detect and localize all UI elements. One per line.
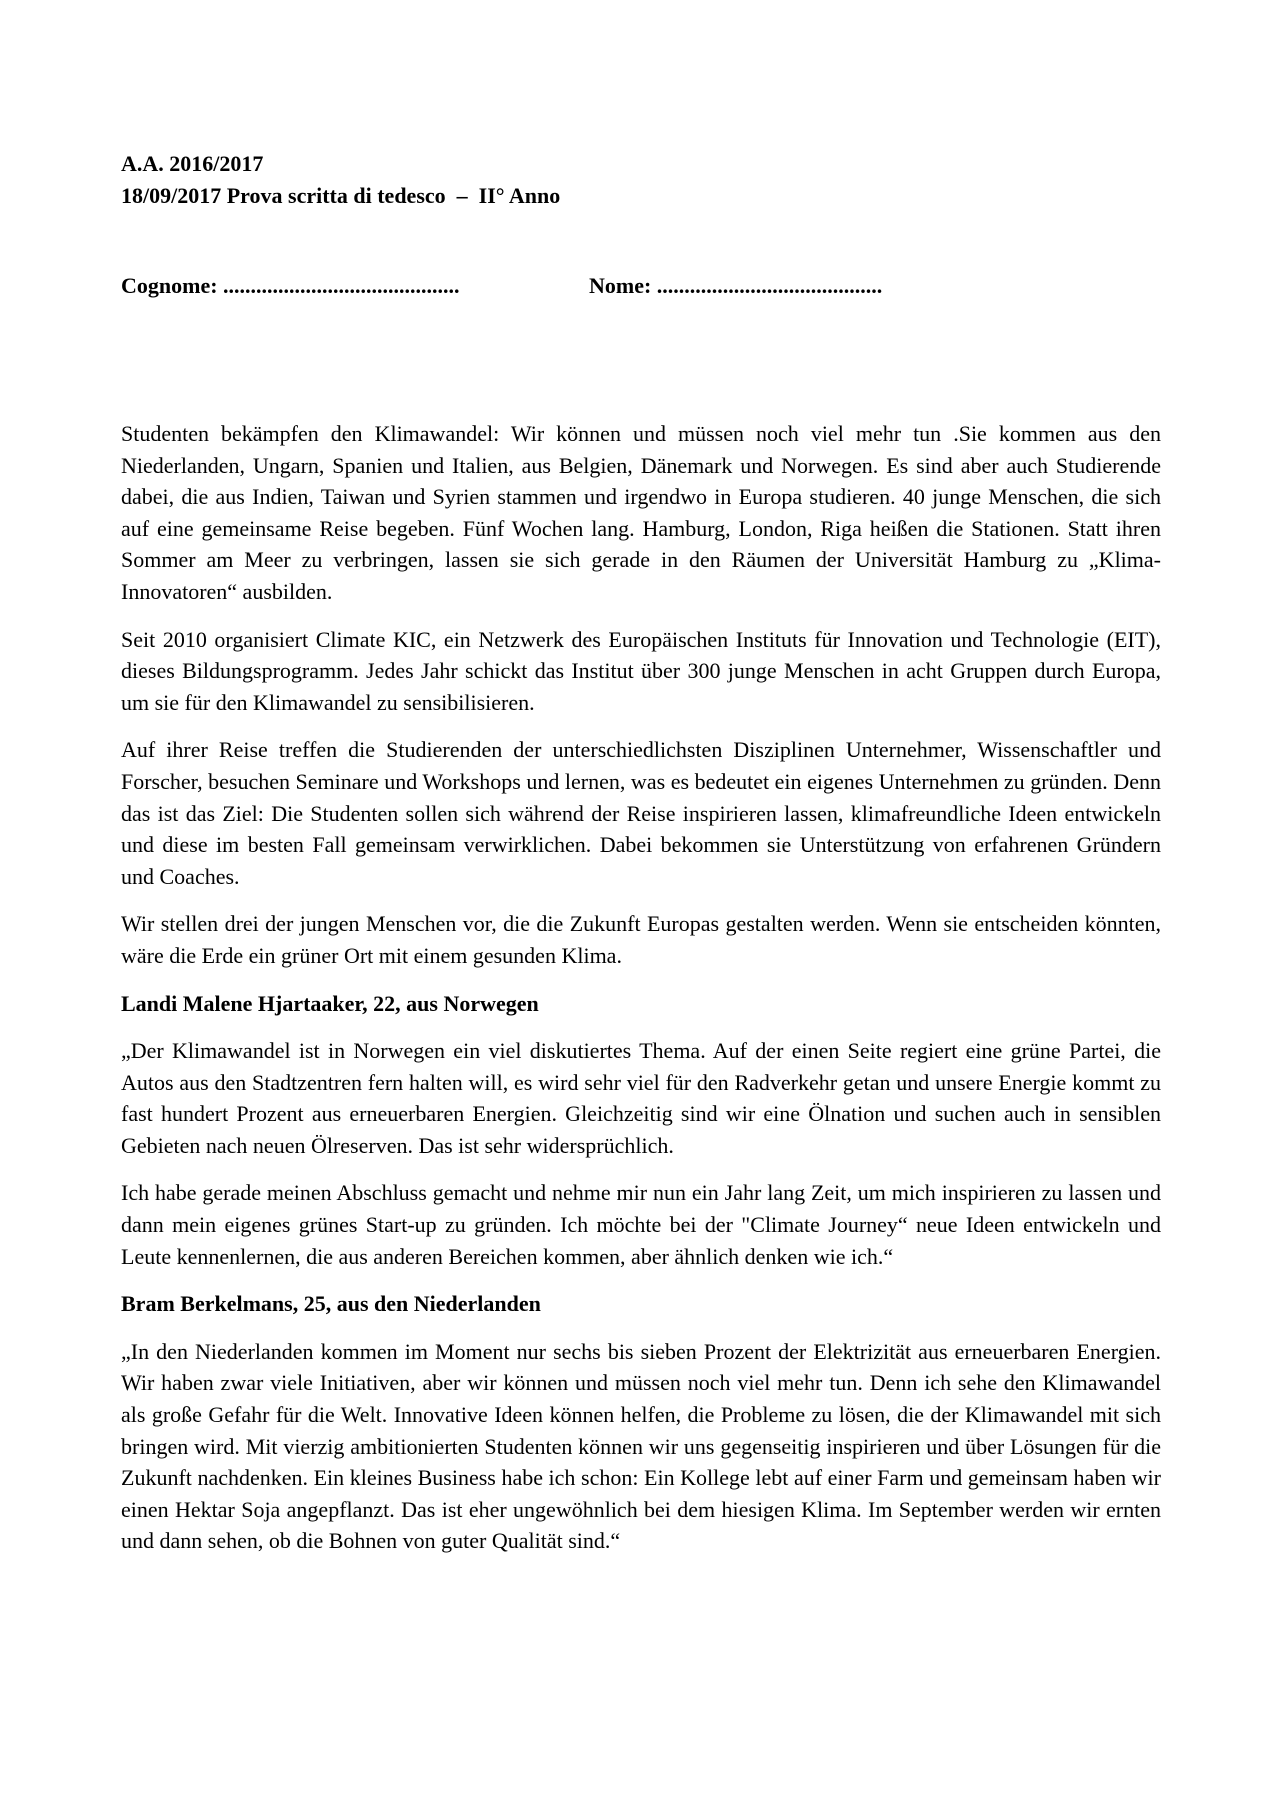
surname-field: Cognome: ...........................................: [121, 273, 460, 298]
exam-title: 18/09/2017 Prova scritta di tedesco – II° Anno: [121, 183, 561, 208]
paragraph-1: Studenten bekämpfen den Klimawandel: Wir können und müssen noch viel mehr tun .Sie kommen aus den Niederlanden, Ungarn, Spanien und Italien, aus Belgien, Dänemark und Norwegen. Es sind aber auch Studierende dabei, die aus Indien, Taiwan und Syrien stammen und irgendwo in Europa studieren. 40 junge Menschen, die sich auf eine gemeinsame Reise begeben. Fünf Wochen lang. Hamburg, London, Riga heißen die Stationen. Statt ihren Sommer am Meer zu verbringen, lassen sie sich gerade in den Räumen der Universität Hamburg zu „Klima-Innovatoren“ ausbilden.: [121, 421, 1161, 604]
name-field: Nome: .........................................: [589, 273, 883, 298]
paragraph-2: Seit 2010 organisiert Climate KIC, ein Netzwerk des Europäischen Instituts für Innovation und Technologie (EIT), dieses Bildungsprogramm. Jedes Jahr schickt das Institut über 300 junge Menschen in acht Gruppen durch Europa, um sie für den Klimawandel zu sensibilisieren.: [121, 626, 1161, 715]
student-info-row: [121, 270, 1161, 302]
section-heading-landi: Landi Malene Hjartaaker, 22, aus Norwegen: [121, 990, 539, 1016]
section-heading-bram: Bram Berkelmans, 25, aus den Niederlanden: [121, 1291, 541, 1317]
academic-year: A.A. 2016/2017: [121, 151, 264, 176]
paragraph-7: „In den Niederlanden kommen im Moment nur sechs bis sieben Prozent der Elektrizität aus erneuerbaren Energien. Wir haben zwar viele Initiativen, aber wir können und müssen noch viel mehr tun. Denn ich sehe den Klimawandel als große Gefahr für die Welt. Innovative Ideen können helfen, die Probleme zu lösen, die der Klimawandel mit sich bringen wird. Mit vierzig ambitionierten Studenten können wir uns gegenseitig inspirieren und über Lösungen für die Zukunft nachdenken. Ein kleines Business habe ich schon: Ein Kollege lebt auf einer Farm und gemeinsam haben wir einen Hektar Soja angepflanzt. Das ist eher ungewöhnlich bei dem hiesigen Klima. Im September werden wir ernten und dann sehen, ob die Bohnen von guter Qualität sind.“: [121, 1338, 1161, 1554]
paragraph-5: „Der Klimawandel ist in Norwegen ein viel diskutiertes Thema. Auf der einen Seite regiert eine grüne Partei, die Autos aus den Stadtzentren fern halten will, es wird sehr viel für den Radverkehr getan und unsere Energie kommt zu fast hundert Prozent aus erneuerbaren Energien. Gleichzeitig sind wir eine Ölnation und suchen auch in sensiblen Gebieten nach neuen Ölreserven. Das ist sehr widersprüchlich.: [121, 1038, 1161, 1158]
exam-text: [121, 418, 1161, 1557]
document-page: [121, 148, 1161, 1573]
paragraph-3: Auf ihrer Reise treffen die Studierenden der unterschiedlichsten Disziplinen Unternehmer, Wissenschaftler und Forscher, besuchen Seminare und Workshops und lernen, was es bedeutet ein eigenes Unternehmen zu gründen. Denn das ist das Ziel: Die Studenten sollen sich während der Reise inspirieren lassen, klimafreundliche Ideen entwickeln und diese im besten Fall gemeinsam verwirklichen. Dabei bekommen sie Unterstützung von erfahrenen Gründern und Coaches.: [121, 737, 1161, 889]
paragraph-6: Ich habe gerade meinen Abschluss gemacht und nehme mir nun ein Jahr lang Zeit, um mich inspirieren zu lassen und dann mein eigenes grünes Start-up zu gründen. Ich möchte bei der "Climate Journey“ neue Ideen entwickeln und Leute kennenlernen, die aus anderen Bereichen kommen, aber ähnlich denken wie ich.“: [121, 1180, 1161, 1269]
paragraph-4: Wir stellen drei der jungen Menschen vor, die die Zukunft Europas gestalten werden. Wenn sie entscheiden könnten, wäre die Erde ein grüner Ort mit einem gesunden Klima.: [121, 911, 1161, 968]
